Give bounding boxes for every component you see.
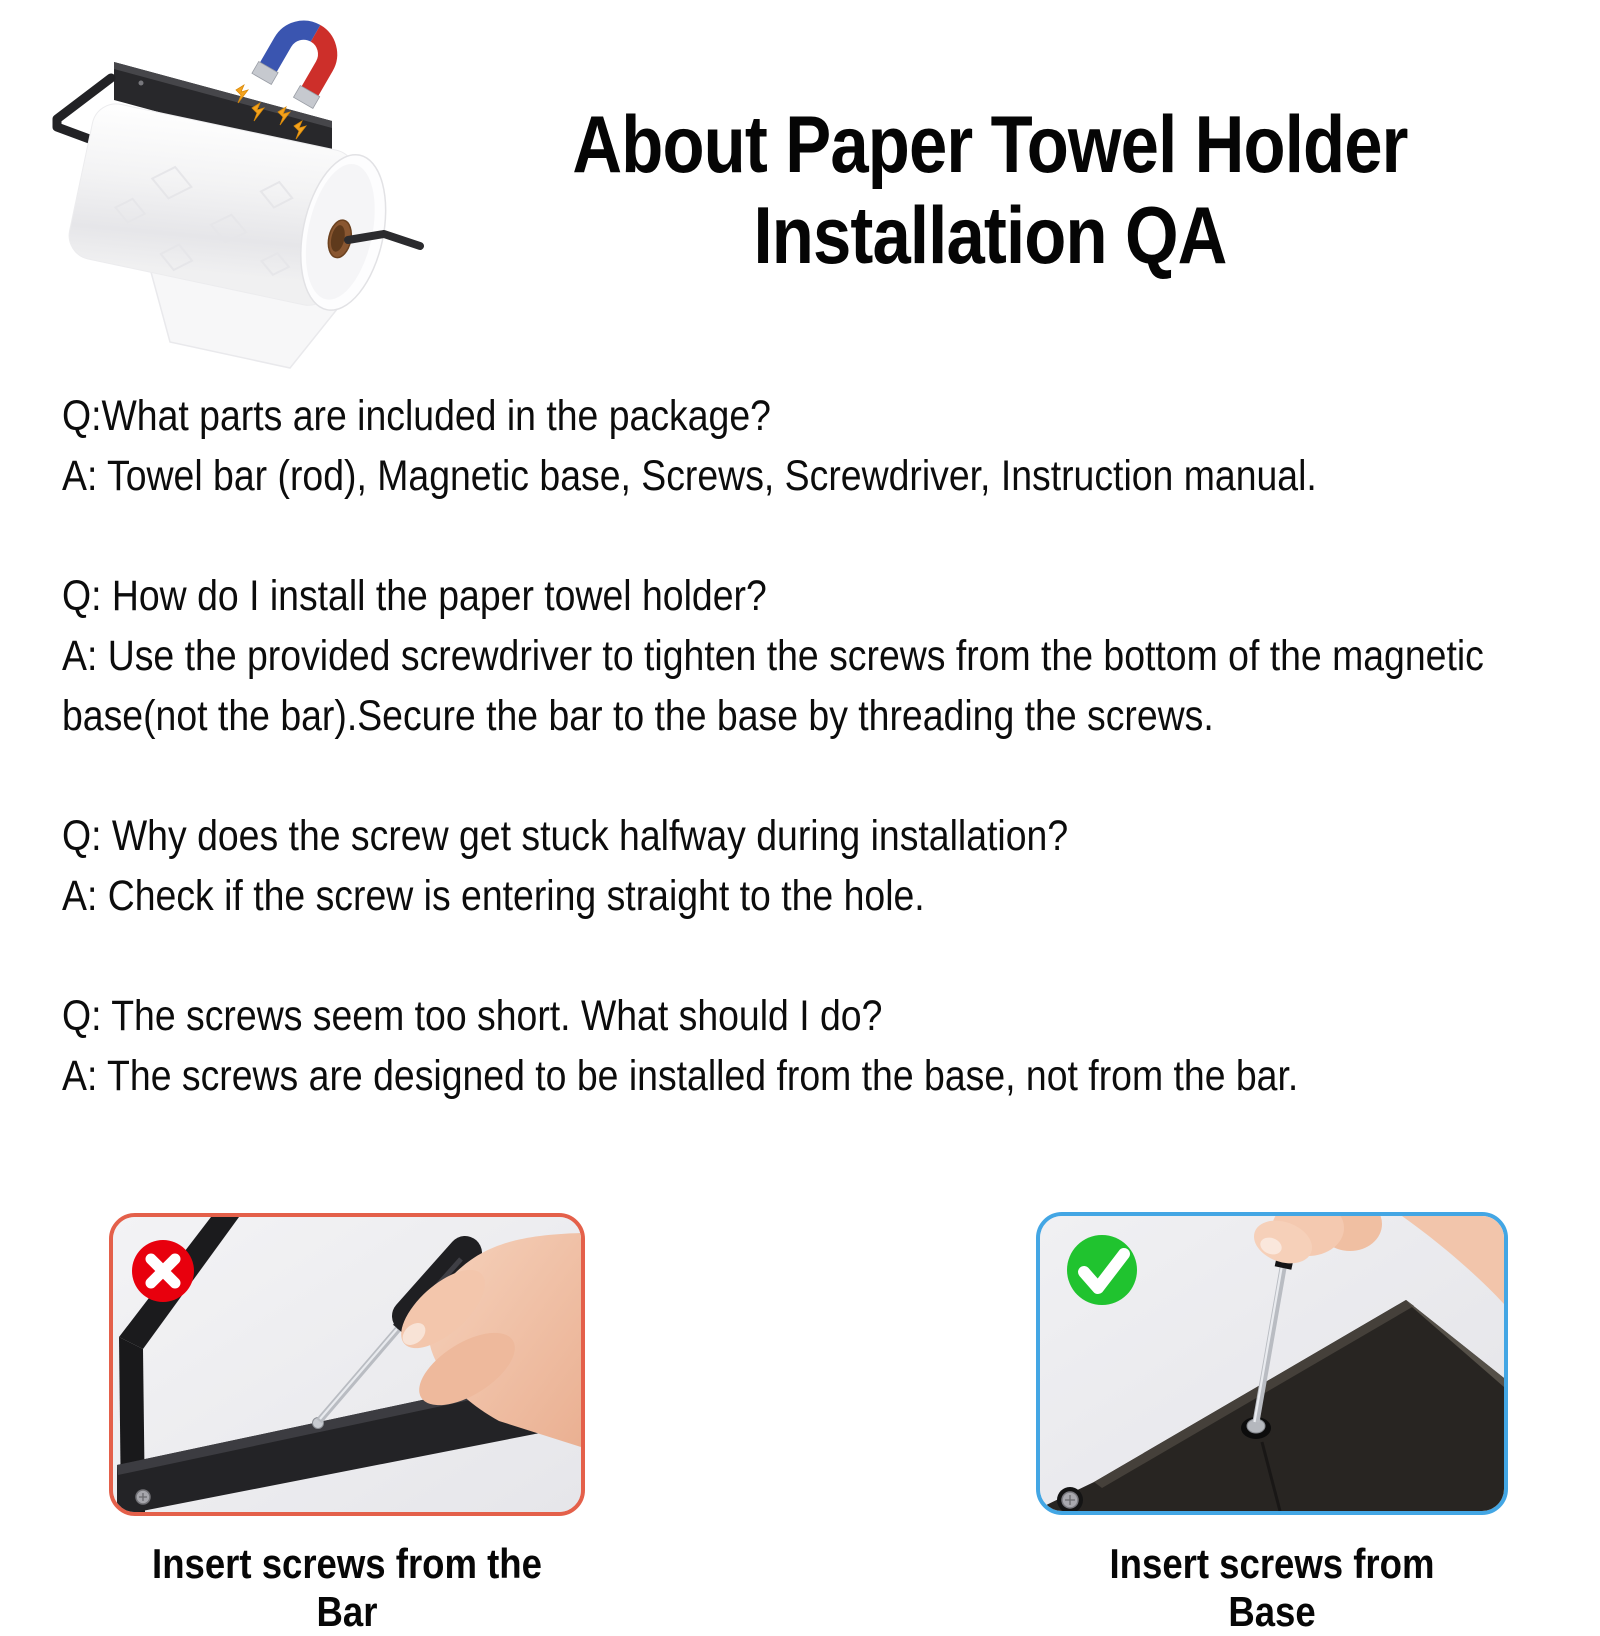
photo-insert-from-base: [1040, 1216, 1504, 1511]
faq-item: [62, 807, 1600, 927]
caption-insert-from-base: Insert screws from Base: [1109, 1540, 1435, 1635]
check-mark-icon: [1067, 1235, 1137, 1305]
product-photo-paper-towel-holder: [40, 16, 490, 378]
faq-answer: A: Use the provided screwdriver to tighten the screws from the bottom of the magnetic base(not the bar).Secure the bar to the base by threading the screws.: [62, 633, 1484, 740]
page-title: [506, 100, 1475, 282]
faq-answer: A: Towel bar (rod), Magnetic base, Screws, Screwdriver, Instruction manual.: [62, 453, 1317, 500]
paper-roll: [65, 99, 399, 318]
figure-correct-installation: [1036, 1212, 1508, 1515]
title-line-2: Installation QA: [753, 191, 1227, 281]
photo-insert-from-bar: [113, 1217, 581, 1512]
faq-section: [62, 387, 1600, 1167]
horseshoe-magnet-icon: [252, 16, 346, 108]
title-line-1: About Paper Towel Holder: [572, 100, 1408, 190]
caption-insert-from-bar: Insert screws from the Bar: [152, 1540, 542, 1635]
figure-wrong-installation: [109, 1213, 585, 1516]
faq-answer: A: Check if the screw is entering straight to the hole.: [62, 873, 925, 920]
faq-question: Q: Why does the screw get stuck halfway during installation?: [62, 813, 1069, 860]
faq-question: Q: The screws seem too short. What should I do?: [62, 993, 883, 1040]
faq-question: Q:What parts are included in the package?: [62, 393, 771, 440]
faq-item: [62, 567, 1600, 747]
faq-question: Q: How do I install the paper towel holder?: [62, 573, 767, 620]
faq-item: [62, 987, 1600, 1107]
x-mark-icon: [132, 1240, 194, 1302]
faq-answer: A: The screws are designed to be installed from the base, not from the bar.: [62, 1053, 1299, 1100]
faq-item: [62, 387, 1600, 507]
